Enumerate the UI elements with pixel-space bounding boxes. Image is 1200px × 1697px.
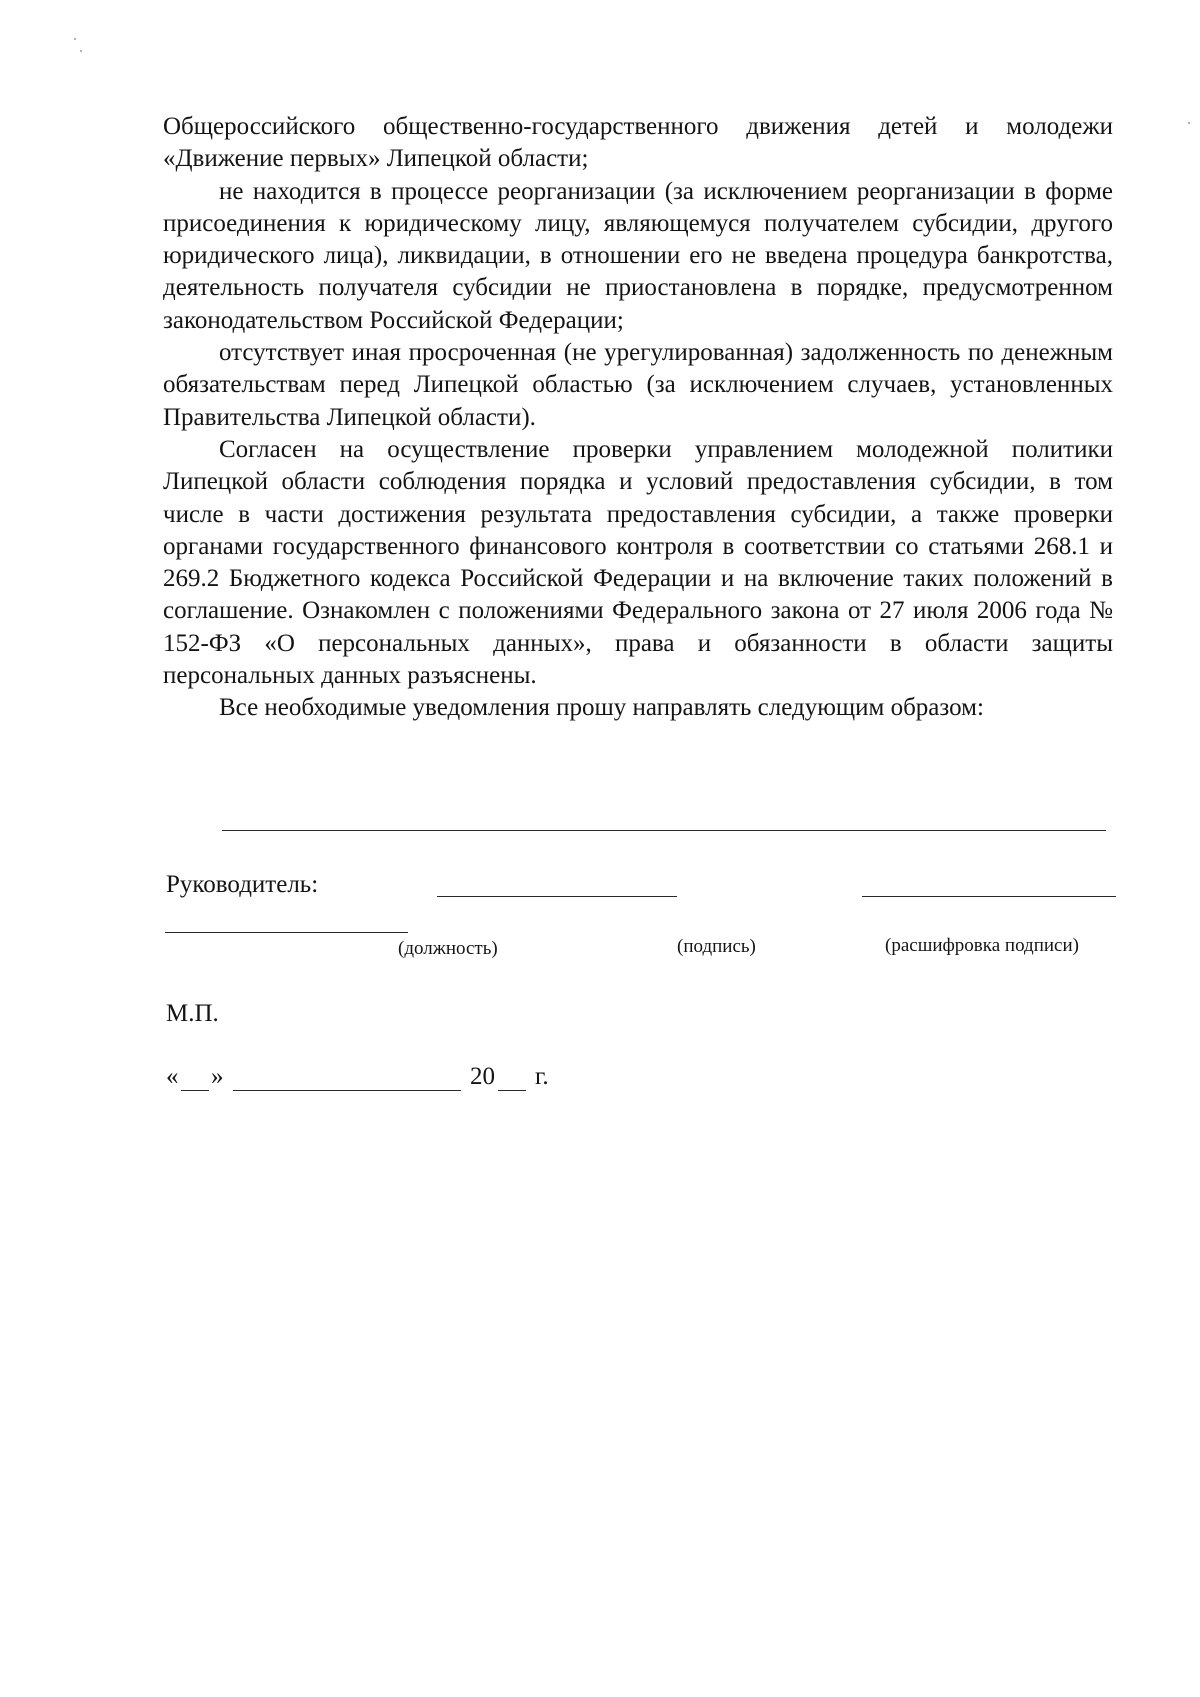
paragraph-debt: отсутствует иная просроченная (не урегулированная) задолженность по денежным обязательствам перед Липецкой областью (за исключением случаев, установленных Правительства Липецкой области). bbox=[163, 339, 1113, 431]
document-body bbox=[163, 111, 1113, 725]
scan-speck bbox=[74, 38, 76, 40]
paragraph-movement-name: Общероссийского общественно-государственного движения детей и молодежи «Движение первых» Липецкой области; bbox=[163, 113, 1113, 173]
date-year-suffix: г. bbox=[535, 1063, 549, 1090]
scan-speck bbox=[1188, 122, 1190, 124]
notification-address-line bbox=[222, 830, 1106, 831]
date-close-quote: » bbox=[211, 1063, 224, 1090]
paragraph-reorganization: не находится в процессе реорганизации (за исключением реорганизации в форме присоединения к юридическому лицу, являющемуся получателем субсидии, другого юридического лица), ликвидации, в отношении его не введена процедура банкротства, деятельность получателя субсидии не приостановлена в порядке, предусмотренном законодательством Российской Федерации; bbox=[163, 177, 1113, 334]
date-month-line bbox=[233, 1090, 461, 1091]
paragraph-notifications: Все необходимые уведомления прошу направлять следующим образом: bbox=[219, 694, 984, 722]
date-open-quote: « bbox=[166, 1063, 179, 1090]
date-year-line bbox=[498, 1090, 526, 1091]
signature-caption: (подпись) bbox=[677, 936, 756, 957]
position-caption: (должность) bbox=[398, 938, 498, 959]
signature-transcript-caption: (расшифровка подписи) bbox=[885, 935, 1079, 956]
head-label: Руководитель: bbox=[166, 871, 319, 898]
stamp-label: М.П. bbox=[166, 1000, 219, 1027]
position-line bbox=[165, 932, 408, 933]
signature-line bbox=[437, 896, 677, 897]
paragraph-consent: Согласен на осуществление проверки управлением молодежной политики Липецкой области соблюдения порядка и условий предоставления субсидии, в том числе в части достижения результата предоставления субсидии, а также проверки органами государственного финансового контроля в соответствии со статьями 268.1 и 269.2 Бюджетного кодекса Российской Федерации и на включение таких положений в соглашение. Ознакомлен с положениями Федерального закона от 27 июля 2006 года № 152-ФЗ «О персональных данных», права и обязанности в области защиты персональных данных разъяснены. bbox=[163, 435, 1113, 690]
date-year-prefix: 20 bbox=[470, 1063, 495, 1090]
date-day-line bbox=[181, 1090, 209, 1091]
signature-transcript-line bbox=[862, 896, 1116, 897]
scan-speck bbox=[80, 50, 82, 52]
